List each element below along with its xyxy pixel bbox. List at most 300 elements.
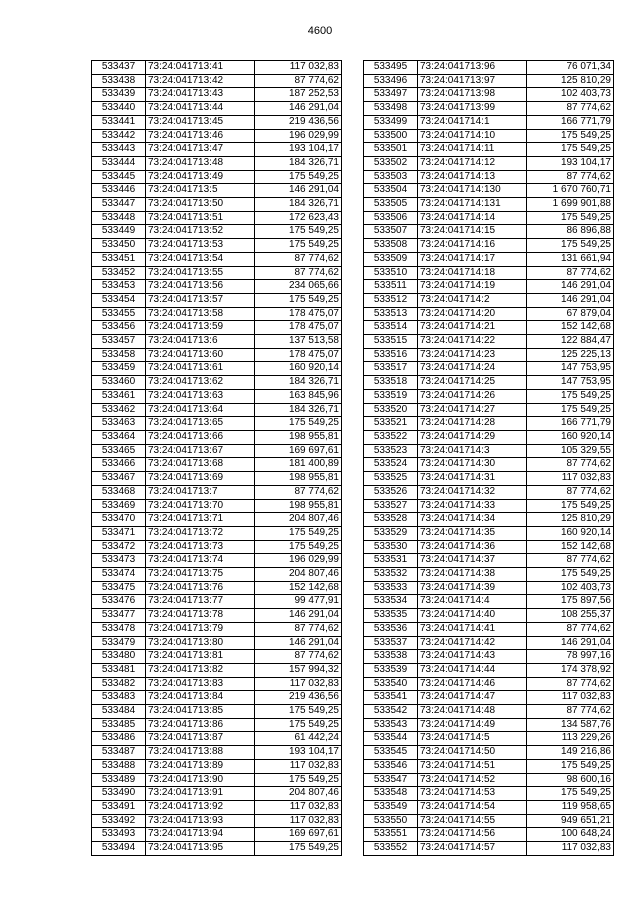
row-number-cell: 533513 xyxy=(364,307,418,321)
row-number-cell: 533462 xyxy=(92,403,146,417)
row-number-cell: 533483 xyxy=(92,691,146,705)
value-cell: 152 142,68 xyxy=(527,321,614,335)
table-row xyxy=(92,595,342,609)
row-number-cell: 533448 xyxy=(92,211,146,225)
row-number-cell: 533544 xyxy=(364,732,418,746)
row-number-cell: 533456 xyxy=(92,321,146,335)
row-number-cell: 533461 xyxy=(92,389,146,403)
cadastral-number-cell: 73:24:041713:59 xyxy=(146,321,255,335)
cadastral-number-cell: 73:24:041713:52 xyxy=(146,225,255,239)
value-cell: 175 549,25 xyxy=(255,842,342,856)
table-row xyxy=(92,554,342,568)
table-row xyxy=(92,814,342,828)
row-number-cell: 533496 xyxy=(364,74,418,88)
table-row xyxy=(364,526,614,540)
cadastral-number-cell: 73:24:041713:94 xyxy=(146,828,255,842)
value-cell: 1 699 901,88 xyxy=(527,198,614,212)
value-cell: 175 549,25 xyxy=(255,170,342,184)
value-cell: 125 810,29 xyxy=(527,74,614,88)
value-cell: 61 442,24 xyxy=(255,732,342,746)
cadastral-number-cell: 73:24:041713:47 xyxy=(146,143,255,157)
cadastral-number-cell: 73:24:041714:17 xyxy=(418,252,527,266)
cadastral-number-cell: 73:24:041714:1 xyxy=(418,115,527,129)
row-number-cell: 533449 xyxy=(92,225,146,239)
cadastral-number-cell: 73:24:041714:4 xyxy=(418,595,527,609)
cadastral-number-cell: 73:24:041713:89 xyxy=(146,759,255,773)
row-number-cell: 533551 xyxy=(364,828,418,842)
value-cell: 87 774,62 xyxy=(527,170,614,184)
table-row xyxy=(92,513,342,527)
row-number-cell: 533535 xyxy=(364,609,418,623)
table-row xyxy=(92,581,342,595)
table-row xyxy=(364,362,614,376)
value-cell: 117 032,83 xyxy=(527,691,614,705)
row-number-cell: 533437 xyxy=(92,61,146,75)
table-row xyxy=(92,472,342,486)
table-row xyxy=(364,430,614,444)
row-number-cell: 533514 xyxy=(364,321,418,335)
table-row xyxy=(92,403,342,417)
table-row xyxy=(364,198,614,212)
value-cell: 134 587,76 xyxy=(527,718,614,732)
row-number-cell: 533510 xyxy=(364,266,418,280)
cadastral-number-cell: 73:24:041713:71 xyxy=(146,513,255,527)
value-cell: 196 029,99 xyxy=(255,554,342,568)
value-cell: 146 291,04 xyxy=(255,636,342,650)
cadastral-number-cell: 73:24:041714:46 xyxy=(418,677,527,691)
table-row xyxy=(92,211,342,225)
row-number-cell: 533453 xyxy=(92,280,146,294)
row-number-cell: 533501 xyxy=(364,143,418,157)
table-row xyxy=(364,239,614,253)
value-cell: 147 753,95 xyxy=(527,376,614,390)
value-cell: 204 807,46 xyxy=(255,513,342,527)
cadastral-number-cell: 73:24:041714:32 xyxy=(418,485,527,499)
value-cell: 175 549,25 xyxy=(255,718,342,732)
value-cell: 204 807,46 xyxy=(255,568,342,582)
row-number-cell: 533441 xyxy=(92,115,146,129)
row-number-cell: 533497 xyxy=(364,88,418,102)
table-row xyxy=(92,458,342,472)
cadastral-number-cell: 73:24:041714:24 xyxy=(418,362,527,376)
table-row xyxy=(364,759,614,773)
cadastral-number-cell: 73:24:041713:68 xyxy=(146,458,255,472)
value-cell: 76 071,34 xyxy=(527,61,614,75)
table-row xyxy=(92,362,342,376)
cadastral-number-cell: 73:24:041714:11 xyxy=(418,143,527,157)
table-row xyxy=(364,499,614,513)
row-number-cell: 533520 xyxy=(364,403,418,417)
row-number-cell: 533512 xyxy=(364,293,418,307)
table-row xyxy=(92,540,342,554)
row-number-cell: 533511 xyxy=(364,280,418,294)
value-cell: 87 774,62 xyxy=(255,266,342,280)
value-cell: 184 326,71 xyxy=(255,156,342,170)
table-row xyxy=(364,184,614,198)
row-number-cell: 533490 xyxy=(92,787,146,801)
table-row xyxy=(364,800,614,814)
table-row xyxy=(92,102,342,116)
row-number-cell: 533502 xyxy=(364,156,418,170)
row-number-cell: 533466 xyxy=(92,458,146,472)
cadastral-number-cell: 73:24:041714:56 xyxy=(418,828,527,842)
value-cell: 219 436,56 xyxy=(255,691,342,705)
cadastral-number-cell: 73:24:041714:36 xyxy=(418,540,527,554)
value-cell: 175 549,25 xyxy=(527,787,614,801)
row-number-cell: 533524 xyxy=(364,458,418,472)
table-row xyxy=(92,663,342,677)
table-row xyxy=(364,403,614,417)
cadastral-number-cell: 73:24:041713:70 xyxy=(146,499,255,513)
cadastral-number-cell: 73:24:041713:6 xyxy=(146,335,255,349)
cadastral-number-cell: 73:24:041714:23 xyxy=(418,348,527,362)
cadastral-number-cell: 73:24:041713:53 xyxy=(146,239,255,253)
table-row xyxy=(364,115,614,129)
cadastral-number-cell: 73:24:041713:49 xyxy=(146,170,255,184)
row-number-cell: 533523 xyxy=(364,444,418,458)
value-cell: 125 810,29 xyxy=(527,513,614,527)
table-row xyxy=(364,554,614,568)
table-row xyxy=(364,102,614,116)
value-cell: 160 920,14 xyxy=(255,362,342,376)
row-number-cell: 533533 xyxy=(364,581,418,595)
value-cell: 169 697,61 xyxy=(255,828,342,842)
value-cell: 146 291,04 xyxy=(527,293,614,307)
value-cell: 87 774,62 xyxy=(255,252,342,266)
value-cell: 86 896,88 xyxy=(527,225,614,239)
table-row xyxy=(364,787,614,801)
table-row xyxy=(92,718,342,732)
cadastral-number-cell: 73:24:041714:52 xyxy=(418,773,527,787)
table-row xyxy=(92,746,342,760)
value-cell: 166 771,79 xyxy=(527,115,614,129)
cadastral-number-cell: 73:24:041713:67 xyxy=(146,444,255,458)
cadastral-number-cell: 73:24:041713:66 xyxy=(146,430,255,444)
cadastral-number-cell: 73:24:041714:54 xyxy=(418,800,527,814)
cadastral-number-cell: 73:24:041713:92 xyxy=(146,800,255,814)
table-row xyxy=(92,376,342,390)
value-cell: 122 884,47 xyxy=(527,335,614,349)
value-cell: 174 378,92 xyxy=(527,663,614,677)
row-number-cell: 533480 xyxy=(92,650,146,664)
cadastral-number-cell: 73:24:041713:76 xyxy=(146,581,255,595)
value-cell: 152 142,68 xyxy=(255,581,342,595)
cadastral-number-cell: 73:24:041714:41 xyxy=(418,622,527,636)
value-cell: 175 897,56 xyxy=(527,595,614,609)
cadastral-number-cell: 73:24:041713:99 xyxy=(418,102,527,116)
table-row xyxy=(92,677,342,691)
row-number-cell: 533463 xyxy=(92,417,146,431)
value-cell: 160 920,14 xyxy=(527,430,614,444)
table-row xyxy=(364,828,614,842)
value-cell: 137 513,58 xyxy=(255,335,342,349)
row-number-cell: 533531 xyxy=(364,554,418,568)
table-row xyxy=(364,417,614,431)
cadastral-number-cell: 73:24:041714:34 xyxy=(418,513,527,527)
cadastral-number-cell: 73:24:041714:18 xyxy=(418,266,527,280)
row-number-cell: 533493 xyxy=(92,828,146,842)
cadastral-number-cell: 73:24:041713:56 xyxy=(146,280,255,294)
table-row xyxy=(92,417,342,431)
row-number-cell: 533479 xyxy=(92,636,146,650)
row-number-cell: 533528 xyxy=(364,513,418,527)
cadastral-number-cell: 73:24:041714:55 xyxy=(418,814,527,828)
value-cell: 87 774,62 xyxy=(255,485,342,499)
value-cell: 204 807,46 xyxy=(255,787,342,801)
row-number-cell: 533450 xyxy=(92,239,146,253)
cadastral-number-cell: 73:24:041713:74 xyxy=(146,554,255,568)
value-cell: 234 065,66 xyxy=(255,280,342,294)
value-cell: 117 032,83 xyxy=(255,677,342,691)
cadastral-number-cell: 73:24:041713:97 xyxy=(418,74,527,88)
table-row xyxy=(92,444,342,458)
row-number-cell: 533486 xyxy=(92,732,146,746)
cadastral-number-cell: 73:24:041714:50 xyxy=(418,746,527,760)
value-cell: 175 549,25 xyxy=(255,526,342,540)
table-row xyxy=(364,458,614,472)
value-cell: 163 845,96 xyxy=(255,389,342,403)
row-number-cell: 533509 xyxy=(364,252,418,266)
value-cell: 113 229,26 xyxy=(527,732,614,746)
cadastral-number-cell: 73:24:041713:48 xyxy=(146,156,255,170)
cadastral-number-cell: 73:24:041714:14 xyxy=(418,211,527,225)
table-row xyxy=(364,636,614,650)
table-row xyxy=(92,636,342,650)
table-row xyxy=(92,156,342,170)
row-number-cell: 533489 xyxy=(92,773,146,787)
value-cell: 87 774,62 xyxy=(527,102,614,116)
table-row xyxy=(364,321,614,335)
table-row xyxy=(92,88,342,102)
table-row xyxy=(92,842,342,856)
table-row xyxy=(92,129,342,143)
value-cell: 117 032,83 xyxy=(527,472,614,486)
table-row xyxy=(92,759,342,773)
value-cell: 198 955,81 xyxy=(255,499,342,513)
table-row xyxy=(92,828,342,842)
value-cell: 147 753,95 xyxy=(527,362,614,376)
row-number-cell: 533470 xyxy=(92,513,146,527)
table-row xyxy=(364,335,614,349)
cadastral-number-cell: 73:24:041714:51 xyxy=(418,759,527,773)
row-number-cell: 533526 xyxy=(364,485,418,499)
row-number-cell: 533467 xyxy=(92,472,146,486)
table-row xyxy=(92,115,342,129)
row-number-cell: 533517 xyxy=(364,362,418,376)
cadastral-number-cell: 73:24:041713:72 xyxy=(146,526,255,540)
row-number-cell: 533473 xyxy=(92,554,146,568)
row-number-cell: 533446 xyxy=(92,184,146,198)
value-cell: 102 403,73 xyxy=(527,581,614,595)
cadastral-number-cell: 73:24:041713:57 xyxy=(146,293,255,307)
table-row xyxy=(92,307,342,321)
table-row xyxy=(364,129,614,143)
row-number-cell: 533447 xyxy=(92,198,146,212)
cadastral-number-cell: 73:24:041714:5 xyxy=(418,732,527,746)
value-cell: 108 255,37 xyxy=(527,609,614,623)
table-row xyxy=(92,170,342,184)
cadastral-number-cell: 73:24:041714:53 xyxy=(418,787,527,801)
row-number-cell: 533507 xyxy=(364,225,418,239)
cadastral-number-cell: 73:24:041713:44 xyxy=(146,102,255,116)
value-cell: 175 549,25 xyxy=(527,211,614,225)
table-row xyxy=(364,348,614,362)
row-number-cell: 533534 xyxy=(364,595,418,609)
value-cell: 146 291,04 xyxy=(255,609,342,623)
cadastral-number-cell: 73:24:041713:87 xyxy=(146,732,255,746)
value-cell: 181 400,89 xyxy=(255,458,342,472)
value-cell: 117 032,83 xyxy=(255,814,342,828)
cadastral-number-cell: 73:24:041714:29 xyxy=(418,430,527,444)
value-cell: 78 997,16 xyxy=(527,650,614,664)
row-number-cell: 533465 xyxy=(92,444,146,458)
value-cell: 157 994,32 xyxy=(255,663,342,677)
row-number-cell: 533550 xyxy=(364,814,418,828)
row-number-cell: 533458 xyxy=(92,348,146,362)
value-cell: 175 549,25 xyxy=(527,568,614,582)
row-number-cell: 533487 xyxy=(92,746,146,760)
table-row xyxy=(92,225,342,239)
value-cell: 125 225,13 xyxy=(527,348,614,362)
value-cell: 184 326,71 xyxy=(255,376,342,390)
row-number-cell: 533506 xyxy=(364,211,418,225)
cadastral-number-cell: 73:24:041713:60 xyxy=(146,348,255,362)
cadastral-table-right xyxy=(363,60,614,856)
row-number-cell: 533519 xyxy=(364,389,418,403)
cadastral-number-cell: 73:24:041713:54 xyxy=(146,252,255,266)
value-cell: 149 216,86 xyxy=(527,746,614,760)
table-row xyxy=(364,663,614,677)
cadastral-number-cell: 73:24:041713:83 xyxy=(146,677,255,691)
value-cell: 169 697,61 xyxy=(255,444,342,458)
value-cell: 178 475,07 xyxy=(255,321,342,335)
row-number-cell: 533495 xyxy=(364,61,418,75)
table-row xyxy=(364,211,614,225)
value-cell: 146 291,04 xyxy=(527,636,614,650)
table-row xyxy=(364,595,614,609)
table-row xyxy=(364,746,614,760)
row-number-cell: 533538 xyxy=(364,650,418,664)
table-row xyxy=(92,691,342,705)
table-row xyxy=(92,787,342,801)
row-number-cell: 533439 xyxy=(92,88,146,102)
row-number-cell: 533492 xyxy=(92,814,146,828)
table-row xyxy=(92,389,342,403)
cadastral-number-cell: 73:24:041714:30 xyxy=(418,458,527,472)
value-cell: 117 032,83 xyxy=(255,800,342,814)
cadastral-number-cell: 73:24:041714:28 xyxy=(418,417,527,431)
cadastral-number-cell: 73:24:041713:73 xyxy=(146,540,255,554)
row-number-cell: 533500 xyxy=(364,129,418,143)
row-number-cell: 533503 xyxy=(364,170,418,184)
row-number-cell: 533542 xyxy=(364,705,418,719)
row-number-cell: 533545 xyxy=(364,746,418,760)
row-number-cell: 533459 xyxy=(92,362,146,376)
cadastral-number-cell: 73:24:041713:50 xyxy=(146,198,255,212)
cadastral-number-cell: 73:24:041714:16 xyxy=(418,239,527,253)
value-cell: 87 774,62 xyxy=(255,74,342,88)
cadastral-number-cell: 73:24:041713:91 xyxy=(146,787,255,801)
row-number-cell: 533478 xyxy=(92,622,146,636)
row-number-cell: 533537 xyxy=(364,636,418,650)
row-number-cell: 533440 xyxy=(92,102,146,116)
table-row xyxy=(364,376,614,390)
cadastral-number-cell: 73:24:041714:38 xyxy=(418,568,527,582)
table-row xyxy=(364,568,614,582)
row-number-cell: 533482 xyxy=(92,677,146,691)
value-cell: 175 549,25 xyxy=(255,293,342,307)
cadastral-number-cell: 73:24:041713:82 xyxy=(146,663,255,677)
value-cell: 87 774,62 xyxy=(527,705,614,719)
cadastral-number-cell: 73:24:041713:65 xyxy=(146,417,255,431)
cadastral-number-cell: 73:24:041714:131 xyxy=(418,198,527,212)
cadastral-number-cell: 73:24:041713:88 xyxy=(146,746,255,760)
cadastral-number-cell: 73:24:041713:43 xyxy=(146,88,255,102)
cadastral-number-cell: 73:24:041714:42 xyxy=(418,636,527,650)
table-row xyxy=(92,293,342,307)
row-number-cell: 533457 xyxy=(92,335,146,349)
table-row xyxy=(364,650,614,664)
row-number-cell: 533455 xyxy=(92,307,146,321)
row-number-cell: 533536 xyxy=(364,622,418,636)
value-cell: 198 955,81 xyxy=(255,472,342,486)
row-number-cell: 533443 xyxy=(92,143,146,157)
row-number-cell: 533504 xyxy=(364,184,418,198)
table-row xyxy=(364,444,614,458)
value-cell: 146 291,04 xyxy=(527,280,614,294)
value-cell: 67 879,04 xyxy=(527,307,614,321)
cadastral-number-cell: 73:24:041714:43 xyxy=(418,650,527,664)
cadastral-number-cell: 73:24:041713:81 xyxy=(146,650,255,664)
cadastral-number-cell: 73:24:041714:48 xyxy=(418,705,527,719)
row-number-cell: 533525 xyxy=(364,472,418,486)
value-cell: 166 771,79 xyxy=(527,417,614,431)
table-row xyxy=(92,280,342,294)
cadastral-number-cell: 73:24:041714:20 xyxy=(418,307,527,321)
table-row xyxy=(92,252,342,266)
table-row xyxy=(364,814,614,828)
row-number-cell: 533472 xyxy=(92,540,146,554)
row-number-cell: 533530 xyxy=(364,540,418,554)
cadastral-number-cell: 73:24:041713:95 xyxy=(146,842,255,856)
row-number-cell: 533485 xyxy=(92,718,146,732)
value-cell: 193 104,17 xyxy=(527,156,614,170)
table-row xyxy=(364,143,614,157)
table-row xyxy=(364,485,614,499)
table-row xyxy=(92,499,342,513)
cadastral-number-cell: 73:24:041713:51 xyxy=(146,211,255,225)
cadastral-number-cell: 73:24:041714:26 xyxy=(418,389,527,403)
cadastral-number-cell: 73:24:041714:130 xyxy=(418,184,527,198)
table-row xyxy=(92,348,342,362)
value-cell: 87 774,62 xyxy=(527,485,614,499)
row-number-cell: 533494 xyxy=(92,842,146,856)
cadastral-number-cell: 73:24:041713:79 xyxy=(146,622,255,636)
value-cell: 117 032,83 xyxy=(255,61,342,75)
row-number-cell: 533505 xyxy=(364,198,418,212)
table-row xyxy=(92,773,342,787)
value-cell: 184 326,71 xyxy=(255,198,342,212)
row-number-cell: 533484 xyxy=(92,705,146,719)
row-number-cell: 533515 xyxy=(364,335,418,349)
table-row xyxy=(92,650,342,664)
value-cell: 178 475,07 xyxy=(255,348,342,362)
table-row xyxy=(364,389,614,403)
value-cell: 219 436,56 xyxy=(255,115,342,129)
value-cell: 175 549,25 xyxy=(255,417,342,431)
value-cell: 119 958,65 xyxy=(527,800,614,814)
table-row xyxy=(364,280,614,294)
